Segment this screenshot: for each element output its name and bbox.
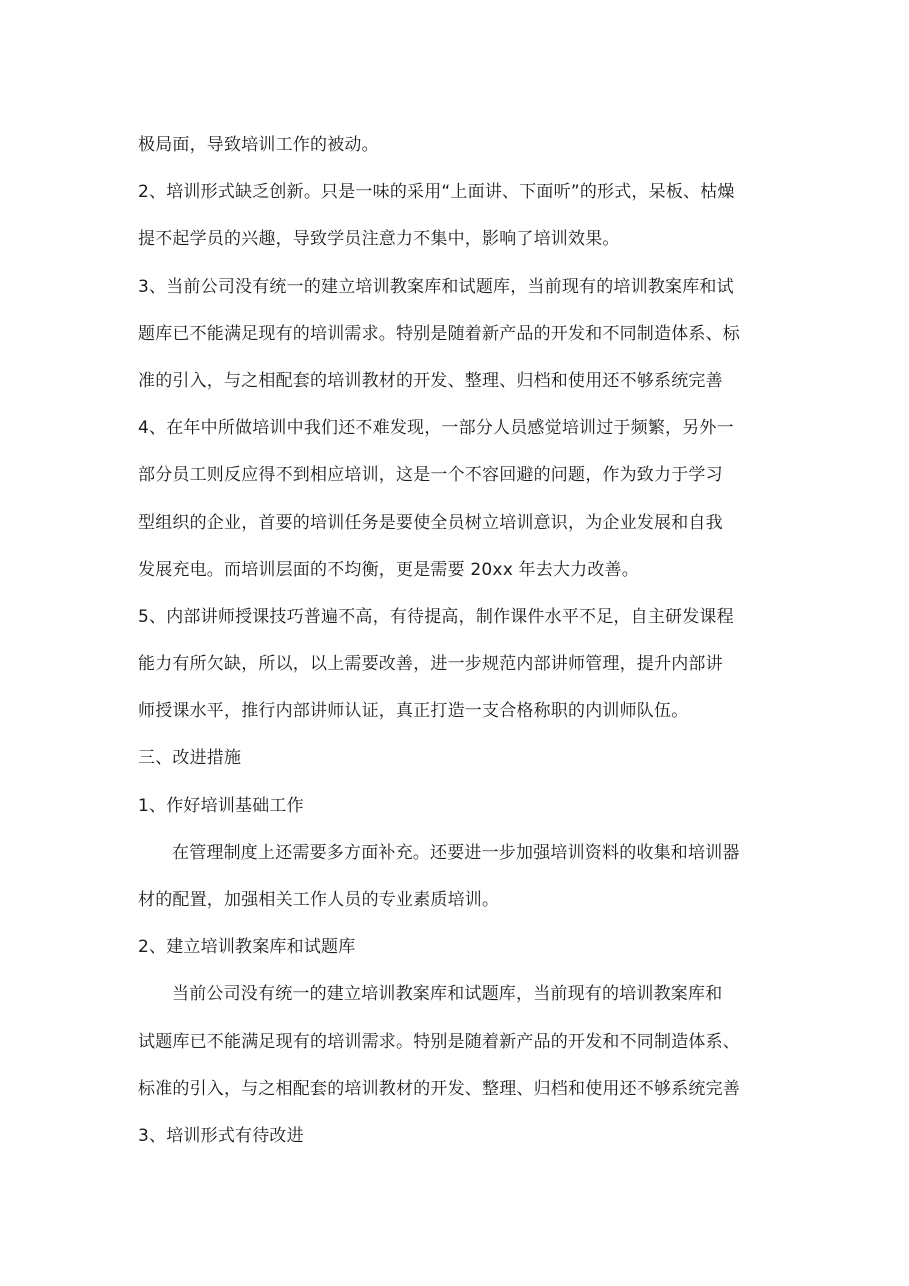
text-line: 师授课水平，推行内部讲师认证，真正打造一支合格称职的内训师队伍。	[138, 701, 689, 722]
text-line: 部分员工则反应得不到相应培训，这是一个不容回避的问题，作为致力于学习	[138, 465, 723, 486]
text-line: 2、培训形式缺乏创新。只是一味的采用“上面讲、下面听”的形式，呆板、枯燥	[138, 182, 735, 203]
text-line: 3、当前公司没有统一的建立培训教案库和试题库，当前现有的培训教案库和试	[138, 276, 734, 297]
text-line: 5、内部讲师授课技巧普遍不高，有待提高，制作课件水平不足，自主研发课程	[138, 606, 734, 627]
text-line: 提不起学员的兴趣，导致学员注意力不集中，影响了培训效果。	[138, 229, 620, 250]
section-heading: 三、改进措施	[138, 748, 242, 769]
text-line: 4、在年中所做培训中我们还不难发现，一部分人员感觉培训过于频繁，另外一	[138, 418, 734, 439]
text-line: 材的配置，加强相关工作人员的专业素质培训。	[138, 890, 500, 910]
text-line: 当前公司没有统一的建立培训教案库和试题库，当前现有的培训教案库和	[172, 984, 723, 1005]
subsection-heading: 1、作好培训基础工作	[138, 795, 304, 816]
text-line: 试题库已不能满足现有的培训需求。特别是随着新产品的开发和不同制造体系、	[138, 1031, 740, 1052]
text-line: 发展充电。而培训层面的不均衡，更是需要 20xx 年去大力改善。	[138, 559, 639, 580]
text-line: 能力有所欠缺，所以，以上需要改善，进一步规范内部讲师管理，提升内部讲	[138, 654, 723, 675]
text-line: 标准的引入，与之相配套的培训教材的开发、整理、归档和使用还不够系统完善	[138, 1078, 740, 1099]
document-body	[138, 122, 774, 1160]
text-line: 准的引入，与之相配套的培训教材的开发、整理、归档和使用还不够系统完善	[138, 370, 723, 391]
text-line: 极局面，导致培训工作的被动。	[138, 135, 379, 155]
text-line: 题库已不能满足现有的培训需求。特别是随着新产品的开发和不同制造体系、标	[138, 323, 740, 344]
subsection-heading: 2、建立培训教案库和试题库	[138, 937, 356, 958]
text-line: 在管理制度上还需要多方面补充。还要进一步加强培训资料的收集和培训器	[172, 842, 740, 863]
text-line: 型组织的企业，首要的培训任务是要使全员树立培训意识，为企业发展和自我	[138, 512, 723, 533]
subsection-heading: 3、培训形式有待改进	[138, 1125, 304, 1146]
